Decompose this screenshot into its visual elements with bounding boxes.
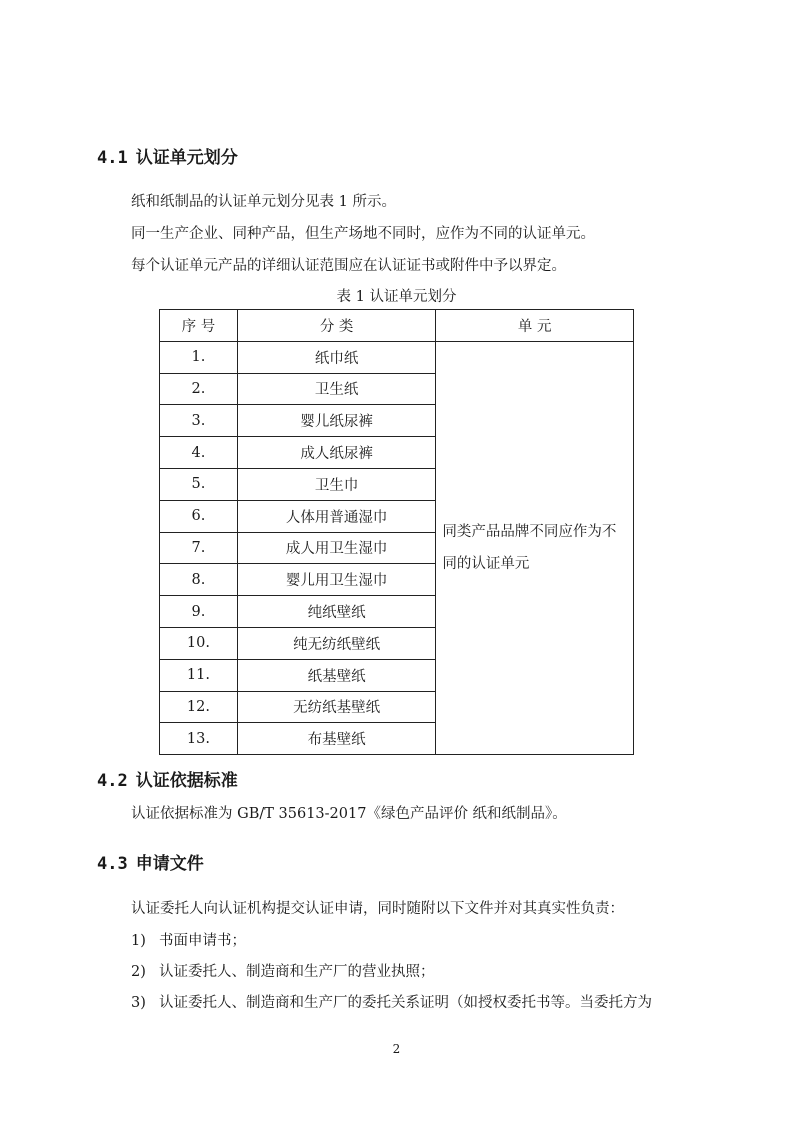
- section-number: 4.3: [97, 854, 128, 874]
- row-category: 纯无纺纸壁纸: [237, 627, 436, 659]
- row-number: 5.: [160, 468, 238, 500]
- row-category: 卫生巾: [237, 468, 436, 500]
- list-item-number: 3): [131, 995, 146, 1011]
- row-category: 纸巾纸: [237, 341, 436, 373]
- list-item-text: 认证委托人、制造商和生产厂的营业执照；: [159, 964, 435, 980]
- section-heading-4-2: [97, 766, 238, 791]
- row-category: 成人用卫生湿巾: [237, 532, 436, 564]
- paragraph: 每个认证单元产品的详细认证范围应在认证证书或附件中予以界定。: [131, 258, 566, 274]
- table-caption: 表 1 认证单元划分: [336, 289, 457, 305]
- row-category: 婴儿用卫生湿巾: [237, 564, 436, 596]
- list-item-text: 书面申请书；: [159, 933, 246, 949]
- table-row: [160, 341, 634, 373]
- row-number: 2.: [160, 373, 238, 405]
- row-category: 婴儿纸尿裤: [237, 405, 436, 437]
- list-item-number: 2): [131, 964, 146, 980]
- paragraph: 同一生产企业、同种产品，但生产场地不同时，应作为不同的认证单元。: [131, 226, 595, 242]
- list-item-text: 认证委托人、制造商和生产厂的委托关系证明（如授权委托书等。当委托方为: [159, 995, 652, 1011]
- list-item: [131, 960, 435, 981]
- row-category: 卫生纸: [237, 373, 436, 405]
- paragraph: 认证委托人向认证机构提交认证申请，同时随附以下文件并对其真实性负责：: [131, 901, 624, 917]
- row-number: 9.: [160, 596, 238, 628]
- section-title: 申请文件: [135, 854, 204, 874]
- row-number: 4.: [160, 437, 238, 469]
- row-category: 纯纸壁纸: [237, 596, 436, 628]
- section-number: 4.1: [97, 148, 128, 168]
- page-number: 2: [392, 1042, 401, 1056]
- certification-unit-table: [159, 309, 634, 755]
- row-number: 8.: [160, 564, 238, 596]
- row-category: 纸基壁纸: [237, 659, 436, 691]
- paragraph: 纸和纸制品的认证单元划分见表 1 所示。: [131, 194, 396, 210]
- paragraph: 认证依据标准为 GB/T 35613-2017《绿色产品评价 纸和纸制品》。: [131, 806, 567, 822]
- row-number: 13.: [160, 723, 238, 755]
- row-number: 6.: [160, 500, 238, 532]
- row-number: 3.: [160, 405, 238, 437]
- row-number: 12.: [160, 691, 238, 723]
- row-category: 无纺纸基壁纸: [237, 691, 436, 723]
- row-number: 11.: [160, 659, 238, 691]
- column-header-number: 序 号: [160, 310, 238, 342]
- list-item: [131, 991, 652, 1012]
- section-number: 4.2: [97, 771, 128, 791]
- section-heading-4-1: [97, 143, 238, 168]
- section-heading-4-3: [97, 849, 204, 874]
- section-title: 认证依据标准: [135, 771, 238, 791]
- row-number: 10.: [160, 627, 238, 659]
- list-item-number: 1): [131, 933, 146, 949]
- unit-description: 同类产品品牌不同应作为不同的认证单元: [436, 341, 634, 754]
- row-category: 成人纸尿裤: [237, 437, 436, 469]
- row-number: 7.: [160, 532, 238, 564]
- row-category: 人体用普通湿巾: [237, 500, 436, 532]
- column-header-unit: 单 元: [436, 310, 634, 342]
- list-item: [131, 929, 246, 950]
- row-number: 1.: [160, 341, 238, 373]
- column-header-category: 分 类: [237, 310, 436, 342]
- table-header-row: [160, 310, 634, 342]
- row-category: 布基壁纸: [237, 723, 436, 755]
- section-title: 认证单元划分: [135, 148, 238, 168]
